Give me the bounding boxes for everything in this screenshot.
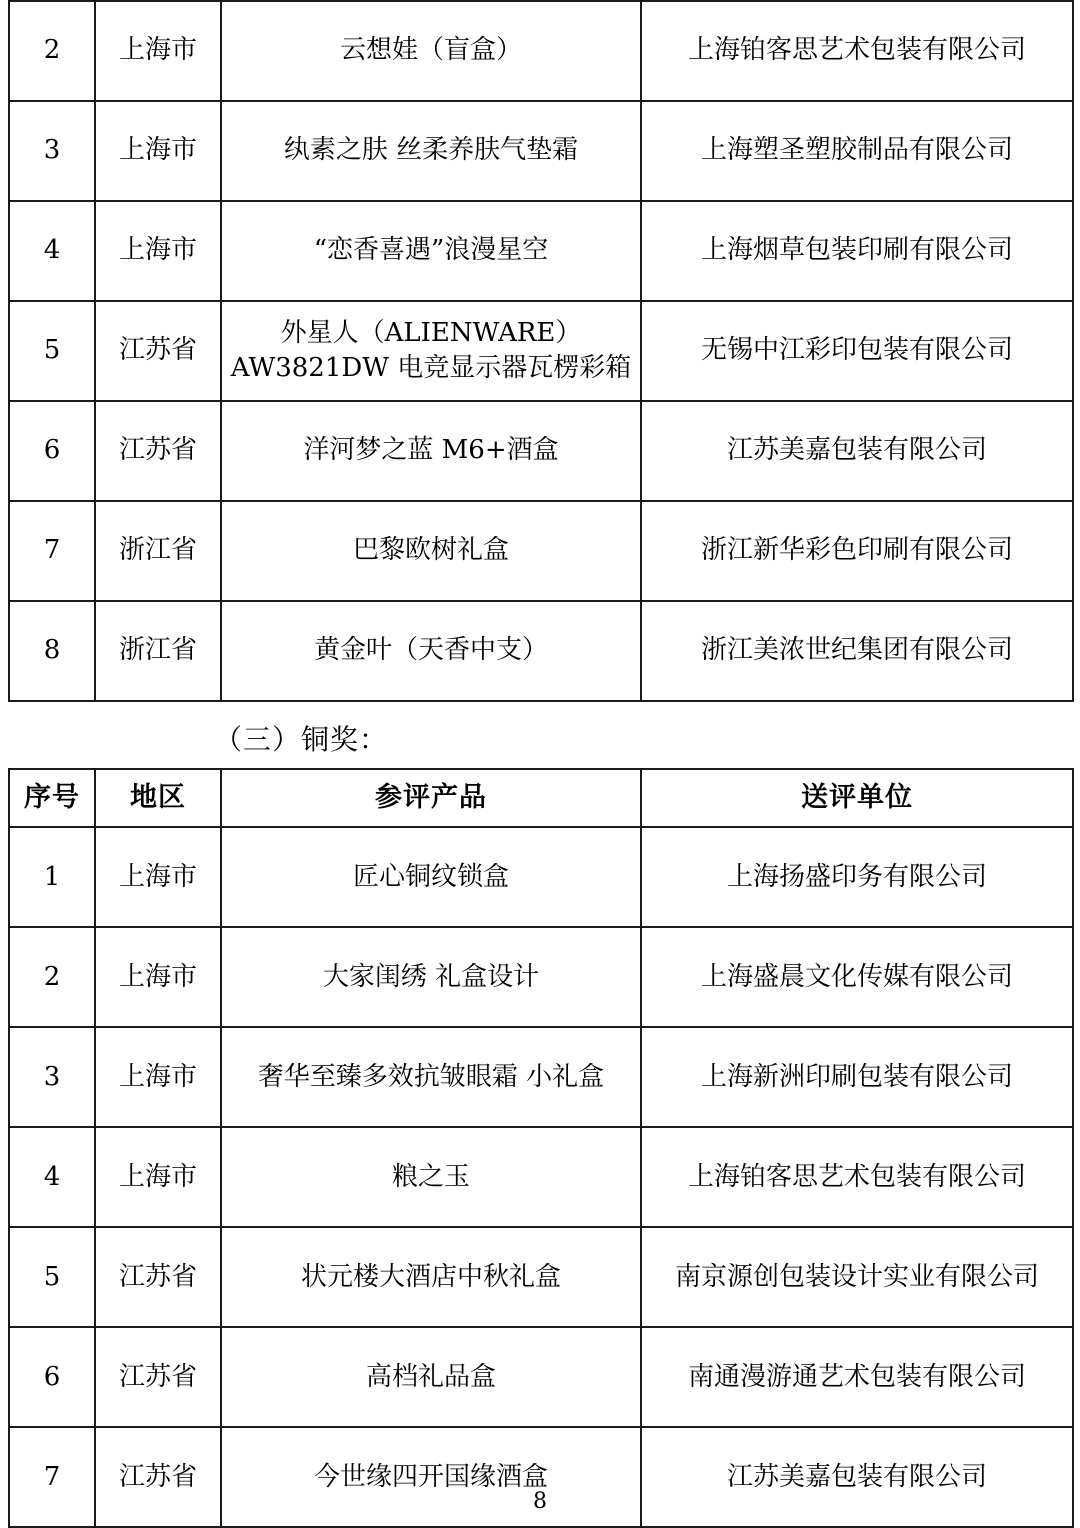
cell-no: 7 (9, 1427, 95, 1527)
table-row (9, 601, 1073, 701)
cell-region: 江苏省 (95, 1227, 221, 1327)
cell-region: 江苏省 (95, 301, 221, 401)
cell-no: 3 (9, 1027, 95, 1127)
cell-region: 江苏省 (95, 1427, 221, 1527)
cell-unit: 无锡中江彩印包装有限公司 (641, 301, 1073, 401)
table-row (9, 201, 1073, 301)
table-row (9, 401, 1073, 501)
page-number: 8 (533, 1489, 547, 1515)
table-row (9, 101, 1073, 201)
cell-product: “恋香喜遇”浪漫星空 (221, 201, 641, 301)
cell-region: 上海市 (95, 1127, 221, 1227)
header-product: 参评产品 (221, 769, 641, 827)
cell-product: 粮之玉 (221, 1127, 641, 1227)
cell-product: 云想娃（盲盒） (221, 1, 641, 101)
cell-region: 上海市 (95, 827, 221, 927)
cell-unit: 上海铂客思艺术包装有限公司 (641, 1127, 1073, 1227)
table-row (9, 1327, 1073, 1427)
cell-product: 外星人（ALIENWARE）AW3821DW 电竞显示器瓦楞彩箱 (221, 301, 641, 401)
silver-award-table (8, 0, 1074, 702)
cell-product: 洋河梦之蓝 M6+酒盒 (221, 401, 641, 501)
cell-region: 上海市 (95, 101, 221, 201)
bronze-section-title: （三）铜奖： (214, 723, 389, 756)
cell-no: 8 (9, 601, 95, 701)
cell-no: 3 (9, 101, 95, 201)
header-unit: 送评单位 (641, 769, 1073, 827)
header-region: 地区 (95, 769, 221, 827)
table-row (9, 1027, 1073, 1127)
cell-unit: 浙江新华彩色印刷有限公司 (641, 501, 1073, 601)
cell-region: 江苏省 (95, 1327, 221, 1427)
table-row (9, 301, 1073, 401)
cell-no: 4 (9, 201, 95, 301)
cell-product: 今世缘四开国缘酒盒 (221, 1427, 641, 1527)
cell-unit: 上海塑圣塑胶制品有限公司 (641, 101, 1073, 201)
cell-no: 6 (9, 401, 95, 501)
table-row (9, 1, 1073, 101)
cell-product: 高档礼品盒 (221, 1327, 641, 1427)
cell-product: 匠心铜纹锁盒 (221, 827, 641, 927)
table-row (9, 1127, 1073, 1227)
cell-no: 2 (9, 927, 95, 1027)
cell-region: 上海市 (95, 1027, 221, 1127)
header-no: 序号 (9, 769, 95, 827)
bronze-award-table-body (9, 827, 1073, 1527)
cell-unit: 上海盛晨文化传媒有限公司 (641, 927, 1073, 1027)
cell-unit: 江苏美嘉包装有限公司 (641, 1427, 1073, 1527)
cell-product: 大家闺绣 礼盒设计 (221, 927, 641, 1027)
table-row (9, 501, 1073, 601)
cell-product: 纨素之肤 丝柔养肤气垫霜 (221, 101, 641, 201)
cell-no: 4 (9, 1127, 95, 1227)
cell-region: 浙江省 (95, 601, 221, 701)
cell-product: 巴黎欧树礼盒 (221, 501, 641, 601)
cell-region: 浙江省 (95, 501, 221, 601)
bronze-award-table-head (9, 769, 1073, 827)
table-row (9, 927, 1073, 1027)
cell-unit: 浙江美浓世纪集团有限公司 (641, 601, 1073, 701)
cell-unit: 南京源创包装设计实业有限公司 (641, 1227, 1073, 1327)
cell-region: 江苏省 (95, 401, 221, 501)
cell-no: 7 (9, 501, 95, 601)
cell-no: 5 (9, 1227, 95, 1327)
cell-unit: 上海铂客思艺术包装有限公司 (641, 1, 1073, 101)
cell-region: 上海市 (95, 201, 221, 301)
cell-no: 6 (9, 1327, 95, 1427)
cell-product: 黄金叶（天香中支） (221, 601, 641, 701)
table-row (9, 1227, 1073, 1327)
cell-unit: 上海烟草包装印刷有限公司 (641, 201, 1073, 301)
cell-product: 状元楼大酒店中秋礼盒 (221, 1227, 641, 1327)
cell-product: 奢华至臻多效抗皱眼霜 小礼盒 (221, 1027, 641, 1127)
cell-no: 2 (9, 1, 95, 101)
cell-unit: 上海新洲印刷包装有限公司 (641, 1027, 1073, 1127)
silver-award-table-body (9, 1, 1073, 701)
cell-unit: 上海扬盛印务有限公司 (641, 827, 1073, 927)
cell-unit: 江苏美嘉包装有限公司 (641, 401, 1073, 501)
cell-no: 5 (9, 301, 95, 401)
table-header-row (9, 769, 1073, 827)
cell-unit: 南通漫游通艺术包装有限公司 (641, 1327, 1073, 1427)
cell-region: 上海市 (95, 927, 221, 1027)
cell-region: 上海市 (95, 1, 221, 101)
table-row (9, 827, 1073, 927)
cell-no: 1 (9, 827, 95, 927)
bronze-award-table (8, 768, 1074, 1528)
